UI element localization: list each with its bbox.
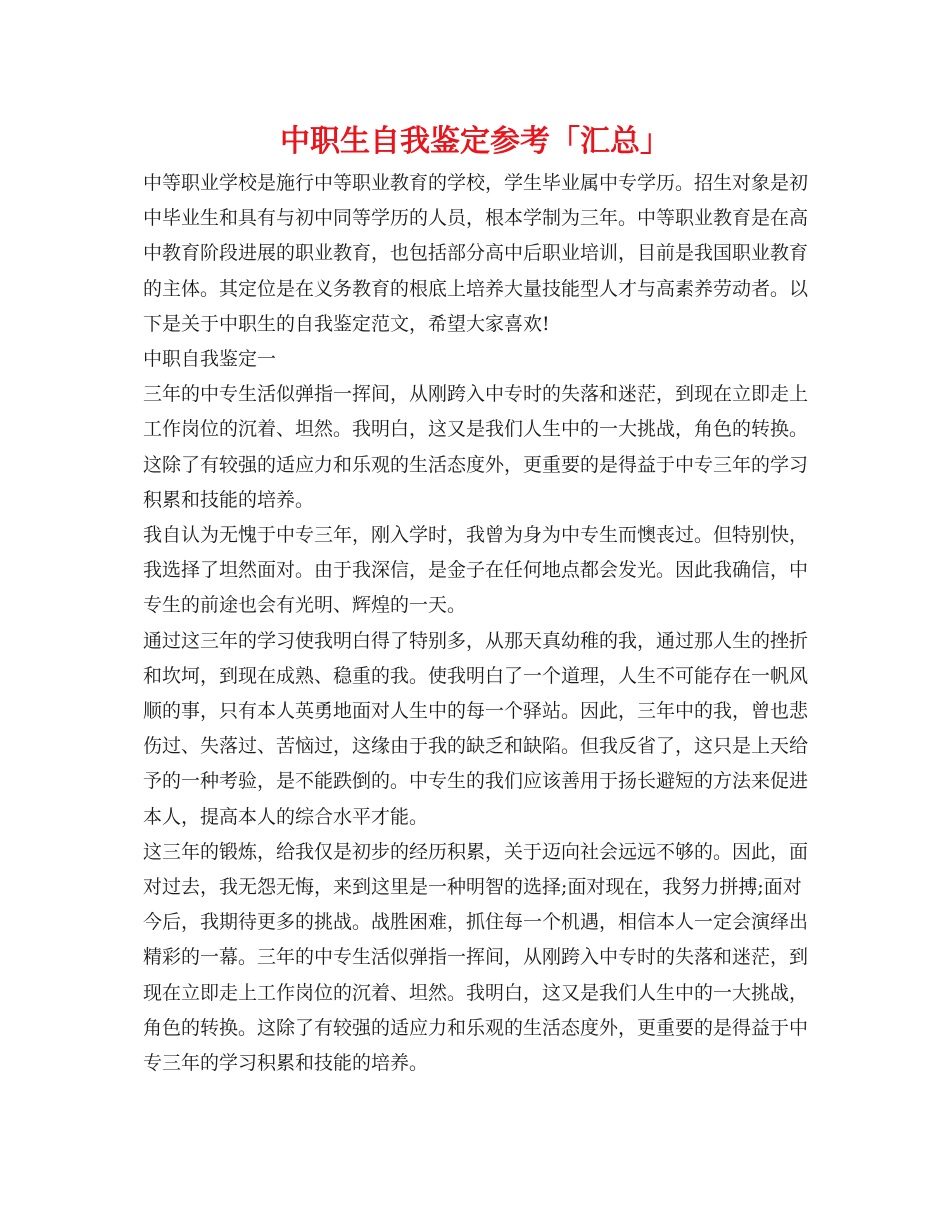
- body-paragraph: 我自认为无愧于中专三年，刚入学时，我曾为身为中专生而懊丧过。但特别快，我选择了坦然面对。由于我深信，是金子在任何地点都会发光。因此我确信，中专生的前途也会有光明、辉煌的一天。: [143, 524, 809, 617]
- body-paragraph: 通过这三年的学习使我明白得了特别多，从那天真幼稚的我，通过那人生的挫折和坎坷，到现在成熟、稳重的我。使我明白了一个道理，人生不可能存在一帆风顺的事，只有本人英勇地面对人生中的每一个驿站。因此，三年中的我，曾也悲伤过、失落过、苦恼过，这缘由于我的缺乏和缺陷。但我反省了，这只是上天给予的一种考验，是不能跌倒的。中专生的我们应该善用于扬长避短的方法来促进本人，提高本人的综合水平才能。: [143, 629, 809, 828]
- section-heading: 中职自我鉴定一: [143, 348, 277, 371]
- document-body: [143, 166, 813, 1081]
- document-title: 中职生自我鉴定参考「汇总」: [280, 124, 670, 159]
- body-paragraph: 三年的中专生活似弹指一挥间，从刚跨入中专时的失落和迷茫，到现在立即走上工作岗位的沉着、坦然。我明白，这又是我们人生中的一大挑战，角色的转换。这除了有较强的适应力和乐观的生活态度外，更重要的是得益于中专三年的学习积累和技能的培养。: [143, 383, 809, 511]
- body-paragraph: 这三年的锻炼，给我仅是初步的经历积累，关于迈向社会远远不够的。因此，面对过去，我无怨无悔，来到这里是一种明智的选择;面对现在，我努力拼搏;面对今后，我期待更多的挑战。战胜困难，抓住每一个机遇，相信本人一定会演绎出精彩的一幕。三年的中专生活似弹指一挥间，从刚跨入中专时的失落和迷茫，到现在立即走上工作岗位的沉着、坦然。我明白，这又是我们人生中的一大挑战，角色的转换。这除了有较强的适应力和乐观的生活态度外，更重要的是得益于中专三年的学习积累和技能的培养。: [143, 840, 809, 1075]
- intro-paragraph: 中等职业学校是施行中等职业教育的学校，学生毕业属中专学历。招生对象是初中毕业生和具有与初中同等学历的人员，根本学制为三年。中等职业教育是在高中教育阶段进展的职业教育，也包括部分高中后职业培训，目前是我国职业教育的主体。其定位是在义务教育的根底上培养大量技能型人才与高素养劳动者。以下是关于中职生的自我鉴定范文，希望大家喜欢!: [143, 172, 809, 335]
